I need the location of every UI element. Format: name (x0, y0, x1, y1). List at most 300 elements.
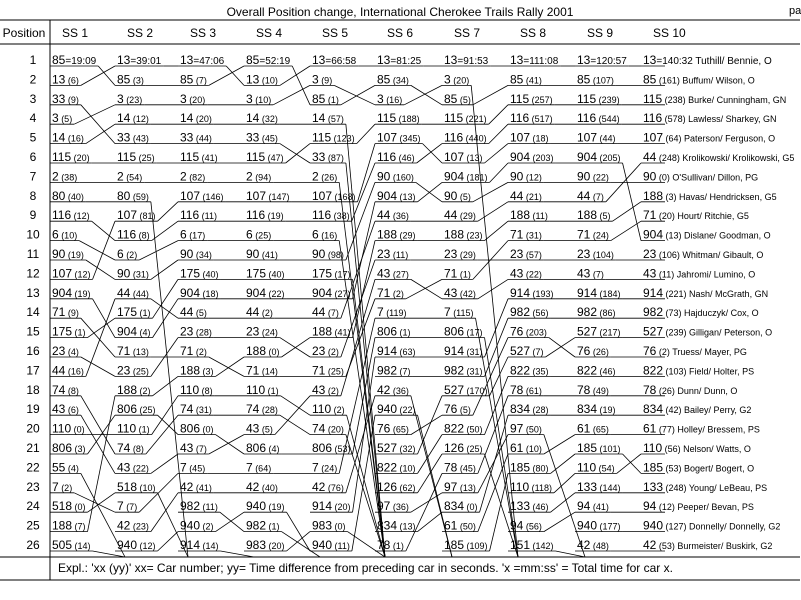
car-cell (510, 363, 549, 377)
time-difference: (5) (259, 424, 273, 435)
car-cell (180, 519, 214, 533)
car-cell (577, 363, 616, 377)
time-difference: (188) (396, 114, 420, 125)
car-cell (643, 422, 760, 436)
position-connector (554, 473, 575, 492)
car-number: 42 (312, 479, 326, 494)
time-difference: (41) (199, 153, 218, 163)
time-difference: (10) (252, 94, 272, 105)
time-difference: (16) (65, 366, 84, 377)
time-difference: (25) (130, 366, 149, 377)
car-cell (246, 383, 279, 397)
car-cell (377, 325, 411, 339)
car-number: 904 (180, 285, 201, 300)
car-number: 14 (117, 111, 131, 126)
car-number: 527 (444, 382, 465, 397)
car-cell (377, 72, 409, 86)
car-cell (577, 286, 621, 300)
car-cell (510, 383, 542, 397)
car-number: 914 (577, 285, 598, 300)
total-time: =47:06 (193, 56, 225, 67)
car-cell (377, 53, 422, 67)
time-difference: (29) (397, 230, 416, 241)
time-difference: (0) (71, 424, 85, 435)
time-difference: (248) (656, 153, 680, 163)
time-difference: (41) (523, 75, 542, 86)
car-number: 3 (444, 72, 451, 87)
time-difference: (8) (136, 230, 150, 241)
time-difference: (25) (136, 153, 155, 163)
time-difference: (1) (136, 424, 150, 435)
car-cell (510, 189, 542, 203)
car-cell (180, 538, 219, 552)
car-number: 61 (510, 441, 524, 455)
position-connector (423, 144, 442, 163)
car-number: 940 (577, 518, 598, 533)
position-connector (280, 66, 310, 85)
time-difference: (7) (590, 191, 604, 202)
time-difference: (2) (58, 482, 73, 493)
time-difference: (118) (529, 482, 552, 493)
car-number: 116 (643, 111, 663, 126)
time-difference: (1) (265, 385, 279, 396)
car-number: 43 (444, 285, 458, 300)
time-difference: (2) (325, 385, 339, 396)
crew-names: Lawless/ Sharkey, GN (685, 114, 777, 125)
car-number: 2 (180, 169, 187, 184)
position-connector (273, 85, 310, 104)
car-number: 6 (312, 227, 319, 242)
stage-header: SS 7 (454, 26, 481, 40)
car-number: 940 (643, 518, 664, 533)
time-difference: (41) (259, 250, 278, 260)
time-difference: (44) (597, 133, 616, 144)
car-number: 74 (312, 421, 326, 436)
car-number: 97 (444, 479, 458, 494)
car-number: 110 (643, 441, 663, 455)
time-difference: (193) (530, 288, 554, 299)
car-cell (577, 538, 609, 552)
car-number: 42 (377, 382, 391, 397)
car-number: 90 (510, 169, 524, 184)
car-number: 188 (643, 188, 664, 203)
position-connector (151, 260, 178, 279)
time-difference: (36) (390, 385, 409, 396)
car-cell (510, 131, 549, 145)
car-cell (312, 519, 346, 533)
car-number: 116 (117, 227, 137, 242)
time-difference: (29) (457, 250, 476, 260)
car-cell (312, 422, 344, 436)
car-cell (180, 150, 218, 164)
car-number: 71 (180, 344, 194, 358)
time-difference: (44) (193, 133, 212, 144)
time-difference: (36) (390, 502, 409, 513)
position-connector (81, 396, 115, 454)
car-cell (510, 344, 544, 358)
time-difference: (23) (123, 94, 143, 105)
position-connector (473, 85, 508, 104)
car-cell (312, 344, 339, 358)
total-time: =81:25 (390, 56, 422, 67)
car-number: 822 (377, 460, 398, 475)
car-cell (577, 72, 614, 86)
car-number: 94 (643, 499, 657, 514)
car-number: 806 (246, 441, 267, 455)
position-number: 7 (29, 169, 37, 184)
car-cell (246, 208, 284, 222)
car-number: 85 (643, 72, 657, 87)
car-number: 33 (312, 150, 326, 164)
car-number: 13 (444, 53, 458, 67)
car-number: 6 (180, 227, 187, 242)
car-number: 74 (180, 402, 194, 417)
car-cell (510, 460, 549, 474)
time-difference: (44) (130, 288, 149, 299)
car-cell (52, 422, 85, 436)
position-connector (81, 357, 115, 376)
car-number: 527 (643, 324, 664, 339)
position-connector (98, 66, 115, 85)
time-difference: (94) (252, 172, 272, 183)
car-number: 834 (643, 402, 664, 417)
car-number: 904 (510, 150, 531, 164)
stage-header: SS 3 (190, 26, 217, 40)
time-difference: (168) (332, 191, 356, 202)
car-number: 71 (577, 227, 591, 242)
time-difference: (3) (130, 75, 144, 86)
car-number: 116 (444, 130, 464, 145)
position-number: 5 (29, 130, 37, 145)
car-cell (180, 383, 213, 397)
time-difference: (45) (259, 133, 278, 144)
car-cell (643, 305, 759, 319)
position-connector (151, 299, 178, 318)
car-number: 13 (312, 53, 326, 67)
car-cell (180, 441, 207, 455)
time-difference: (31) (193, 405, 212, 416)
position-connector (81, 66, 115, 85)
car-cell (577, 383, 609, 397)
car-number: 904 (643, 227, 664, 242)
car-cell (246, 402, 278, 416)
car-cell (444, 111, 487, 125)
car-number: 90 (377, 169, 391, 184)
car-number: 115 (577, 91, 597, 106)
time-difference: (104) (590, 250, 614, 260)
car-number: 188 (377, 227, 398, 242)
time-difference: (4) (266, 444, 280, 454)
car-cell (643, 499, 754, 513)
time-difference: (61) (523, 385, 542, 396)
car-cell (377, 92, 402, 106)
time-difference: (345) (397, 133, 421, 144)
time-difference: (64) (252, 463, 272, 474)
time-difference: (8) (199, 385, 213, 396)
car-number: 44 (246, 305, 260, 320)
time-difference: (0) (266, 347, 280, 357)
time-difference: (32) (259, 114, 278, 125)
time-difference: (49) (590, 385, 609, 396)
car-number: 3 (117, 91, 124, 106)
time-difference: (10) (397, 463, 416, 474)
time-difference: (0) (200, 424, 214, 435)
time-difference: (16) (383, 94, 403, 105)
car-cell (246, 460, 271, 474)
time-difference: (2) (200, 521, 214, 532)
position-connector (81, 415, 115, 473)
car-cell (643, 363, 754, 377)
car-number: 13 (577, 53, 591, 67)
car-number: 914 (444, 344, 465, 358)
car-cell (52, 538, 91, 552)
car-cell (643, 92, 786, 106)
crew-names: Jahromi/ Lumino, O (674, 269, 756, 280)
crew-names: Nelson/ Watts, O (680, 444, 751, 454)
time-difference: (6) (65, 75, 79, 86)
position-number: 22 (26, 460, 40, 475)
car-cell (577, 208, 611, 222)
position-number: 1 (29, 53, 37, 67)
car-number: 822 (510, 363, 531, 378)
car-cell (510, 325, 547, 339)
car-number: 982 (180, 499, 201, 514)
car-cell (577, 189, 604, 203)
car-number: 33 (246, 130, 260, 145)
car-cell (577, 344, 609, 358)
time-difference: (7) (325, 308, 339, 319)
position-connector (341, 85, 375, 104)
car-number: 107 (510, 130, 531, 145)
car-number: 518 (117, 479, 138, 494)
car-number: 505 (52, 538, 73, 552)
time-difference: (1) (137, 308, 151, 319)
position-number: 14 (26, 305, 40, 320)
car-cell (377, 131, 421, 145)
crew-names: Nash/ McGrath, GN (686, 288, 769, 299)
stage-header: SS 8 (520, 26, 547, 40)
car-cell (117, 111, 149, 125)
car-cell (444, 480, 476, 494)
car-number: 44 (444, 208, 458, 223)
time-difference: (11) (390, 250, 409, 260)
position-connector (418, 396, 442, 454)
car-cell (180, 131, 212, 145)
position-number: 23 (26, 479, 40, 494)
time-difference: (106) (656, 250, 680, 260)
time-difference: (101) (597, 444, 621, 454)
time-difference: (517) (529, 114, 553, 125)
position-connector (411, 493, 442, 512)
time-difference: (1) (325, 94, 339, 105)
car-number: 185 (510, 460, 531, 475)
car-cell (52, 344, 79, 358)
car-cell (246, 305, 273, 319)
time-difference: (127) (663, 521, 687, 532)
car-cell (312, 480, 344, 494)
car-number: 71 (643, 208, 657, 223)
car-cell (180, 208, 217, 222)
car-number: 90 (643, 169, 657, 184)
crew-names: Krolikowski/ Krolikowski, G5 (679, 153, 795, 163)
car-cell (180, 72, 207, 86)
car-cell (577, 325, 621, 339)
car-cell (117, 383, 151, 397)
time-difference: (7) (590, 269, 604, 280)
position-connector (623, 454, 641, 473)
position-header: Position (2, 26, 46, 40)
position-connector (158, 202, 178, 221)
time-difference: (161) (656, 75, 680, 86)
car-cell (246, 286, 285, 300)
time-difference: (21) (523, 191, 542, 202)
car-cell (643, 247, 763, 261)
position-number: 3 (29, 91, 37, 106)
car-number: 71 (444, 266, 458, 281)
position-number: 16 (26, 344, 40, 358)
car-cell (444, 189, 471, 203)
crew-names: Young/ LeBeau, PS (686, 482, 768, 493)
car-number: 940 (312, 538, 333, 552)
car-cell (246, 499, 285, 513)
car-number: 71 (312, 363, 326, 378)
car-cell (246, 53, 291, 67)
car-number: 126 (377, 479, 398, 494)
car-number: 7 (444, 305, 451, 320)
car-number: 85 (52, 53, 66, 67)
car-number: 85 (377, 72, 391, 87)
car-cell (52, 441, 86, 455)
car-number: 78 (643, 382, 657, 397)
car-number: 3 (377, 91, 384, 106)
time-difference: (203) (530, 153, 554, 163)
car-cell (444, 228, 483, 242)
position-connector (151, 493, 178, 532)
car-cell (444, 499, 478, 513)
car-number: 42 (246, 479, 260, 494)
position-connector (418, 512, 442, 531)
car-cell (312, 305, 339, 319)
car-cell (180, 266, 219, 280)
time-difference: (7) (530, 347, 544, 357)
car-number: 110 (117, 421, 137, 436)
car-cell (52, 53, 97, 67)
car-cell (180, 305, 207, 319)
car-number: 940 (377, 402, 398, 417)
time-difference: (1) (266, 521, 280, 532)
car-number: 107 (52, 266, 73, 281)
car-cell (577, 460, 615, 474)
car-cell (117, 363, 149, 377)
crew-names: Peeper/ Bevan, PS (674, 502, 754, 513)
car-cell (643, 150, 794, 164)
position-connector (485, 221, 508, 240)
time-difference: (4) (65, 463, 79, 474)
car-number: 13 (510, 53, 524, 67)
time-difference: (9) (65, 94, 79, 105)
car-number: 71 (510, 227, 524, 242)
car-number: 97 (510, 421, 524, 436)
time-difference: (7) (72, 521, 86, 532)
car-number: 188 (444, 227, 465, 242)
time-difference: (11) (332, 541, 350, 551)
time-difference: (17) (332, 269, 351, 280)
car-number: 904 (117, 324, 138, 339)
position-number: 2 (29, 72, 37, 87)
car-cell (577, 53, 627, 67)
position-connector (611, 221, 641, 240)
time-difference: (2) (331, 405, 345, 416)
car-number: 110 (577, 460, 597, 475)
time-difference: (26) (656, 385, 675, 396)
car-cell (643, 480, 767, 494)
car-cell (52, 131, 84, 145)
time-difference: (34) (193, 250, 212, 260)
car-number: 982 (377, 363, 398, 378)
car-number: 7 (52, 479, 59, 494)
car-number: 115 (180, 150, 200, 164)
car-cell (180, 53, 225, 67)
car-number: 44 (180, 305, 194, 320)
car-number: 133 (643, 479, 664, 494)
car-number: 116 (510, 111, 530, 126)
car-cell (246, 422, 273, 436)
time-difference: (40) (266, 269, 285, 280)
time-difference: (50) (457, 521, 476, 532)
car-number: 85 (577, 72, 591, 87)
car-number: 7 (377, 305, 384, 320)
time-difference: (31) (464, 366, 483, 377)
time-difference: (5) (58, 114, 73, 125)
car-number: 43 (117, 460, 131, 475)
car-number: 806 (180, 421, 201, 436)
car-number: 110 (510, 479, 530, 494)
position-number: 24 (26, 499, 40, 514)
car-number: 76 (510, 324, 524, 339)
total-time: =39:01 (130, 56, 162, 67)
car-number: 23 (180, 324, 194, 339)
time-difference: (56) (662, 444, 681, 454)
time-difference: (20) (325, 424, 344, 435)
time-difference: (107) (590, 75, 614, 86)
time-difference: (221) (663, 288, 687, 299)
car-number: 940 (117, 538, 138, 552)
position-number: 26 (26, 538, 40, 552)
time-difference: (3) (72, 444, 86, 454)
time-difference: (22) (523, 269, 542, 280)
time-difference: (13) (397, 191, 416, 202)
time-difference: (46) (396, 153, 415, 163)
time-difference: (25) (325, 366, 344, 377)
car-cell (377, 519, 416, 533)
time-difference: (14) (200, 541, 219, 551)
time-difference: (1) (457, 269, 471, 280)
car-number: 914 (377, 344, 398, 358)
car-number: 43 (577, 266, 591, 281)
time-difference: (57) (523, 250, 542, 260)
time-difference: (25) (464, 444, 483, 454)
time-difference: (14) (259, 366, 278, 377)
car-number: 13 (117, 53, 131, 67)
car-cell (180, 480, 212, 494)
time-difference: (14) (72, 541, 91, 551)
car-number: 133 (577, 479, 598, 494)
time-difference: (13) (464, 153, 483, 163)
time-difference: (40) (259, 482, 278, 493)
total-time: =91:53 (457, 56, 489, 67)
time-difference: (2) (123, 250, 138, 260)
car-cell (246, 72, 278, 86)
